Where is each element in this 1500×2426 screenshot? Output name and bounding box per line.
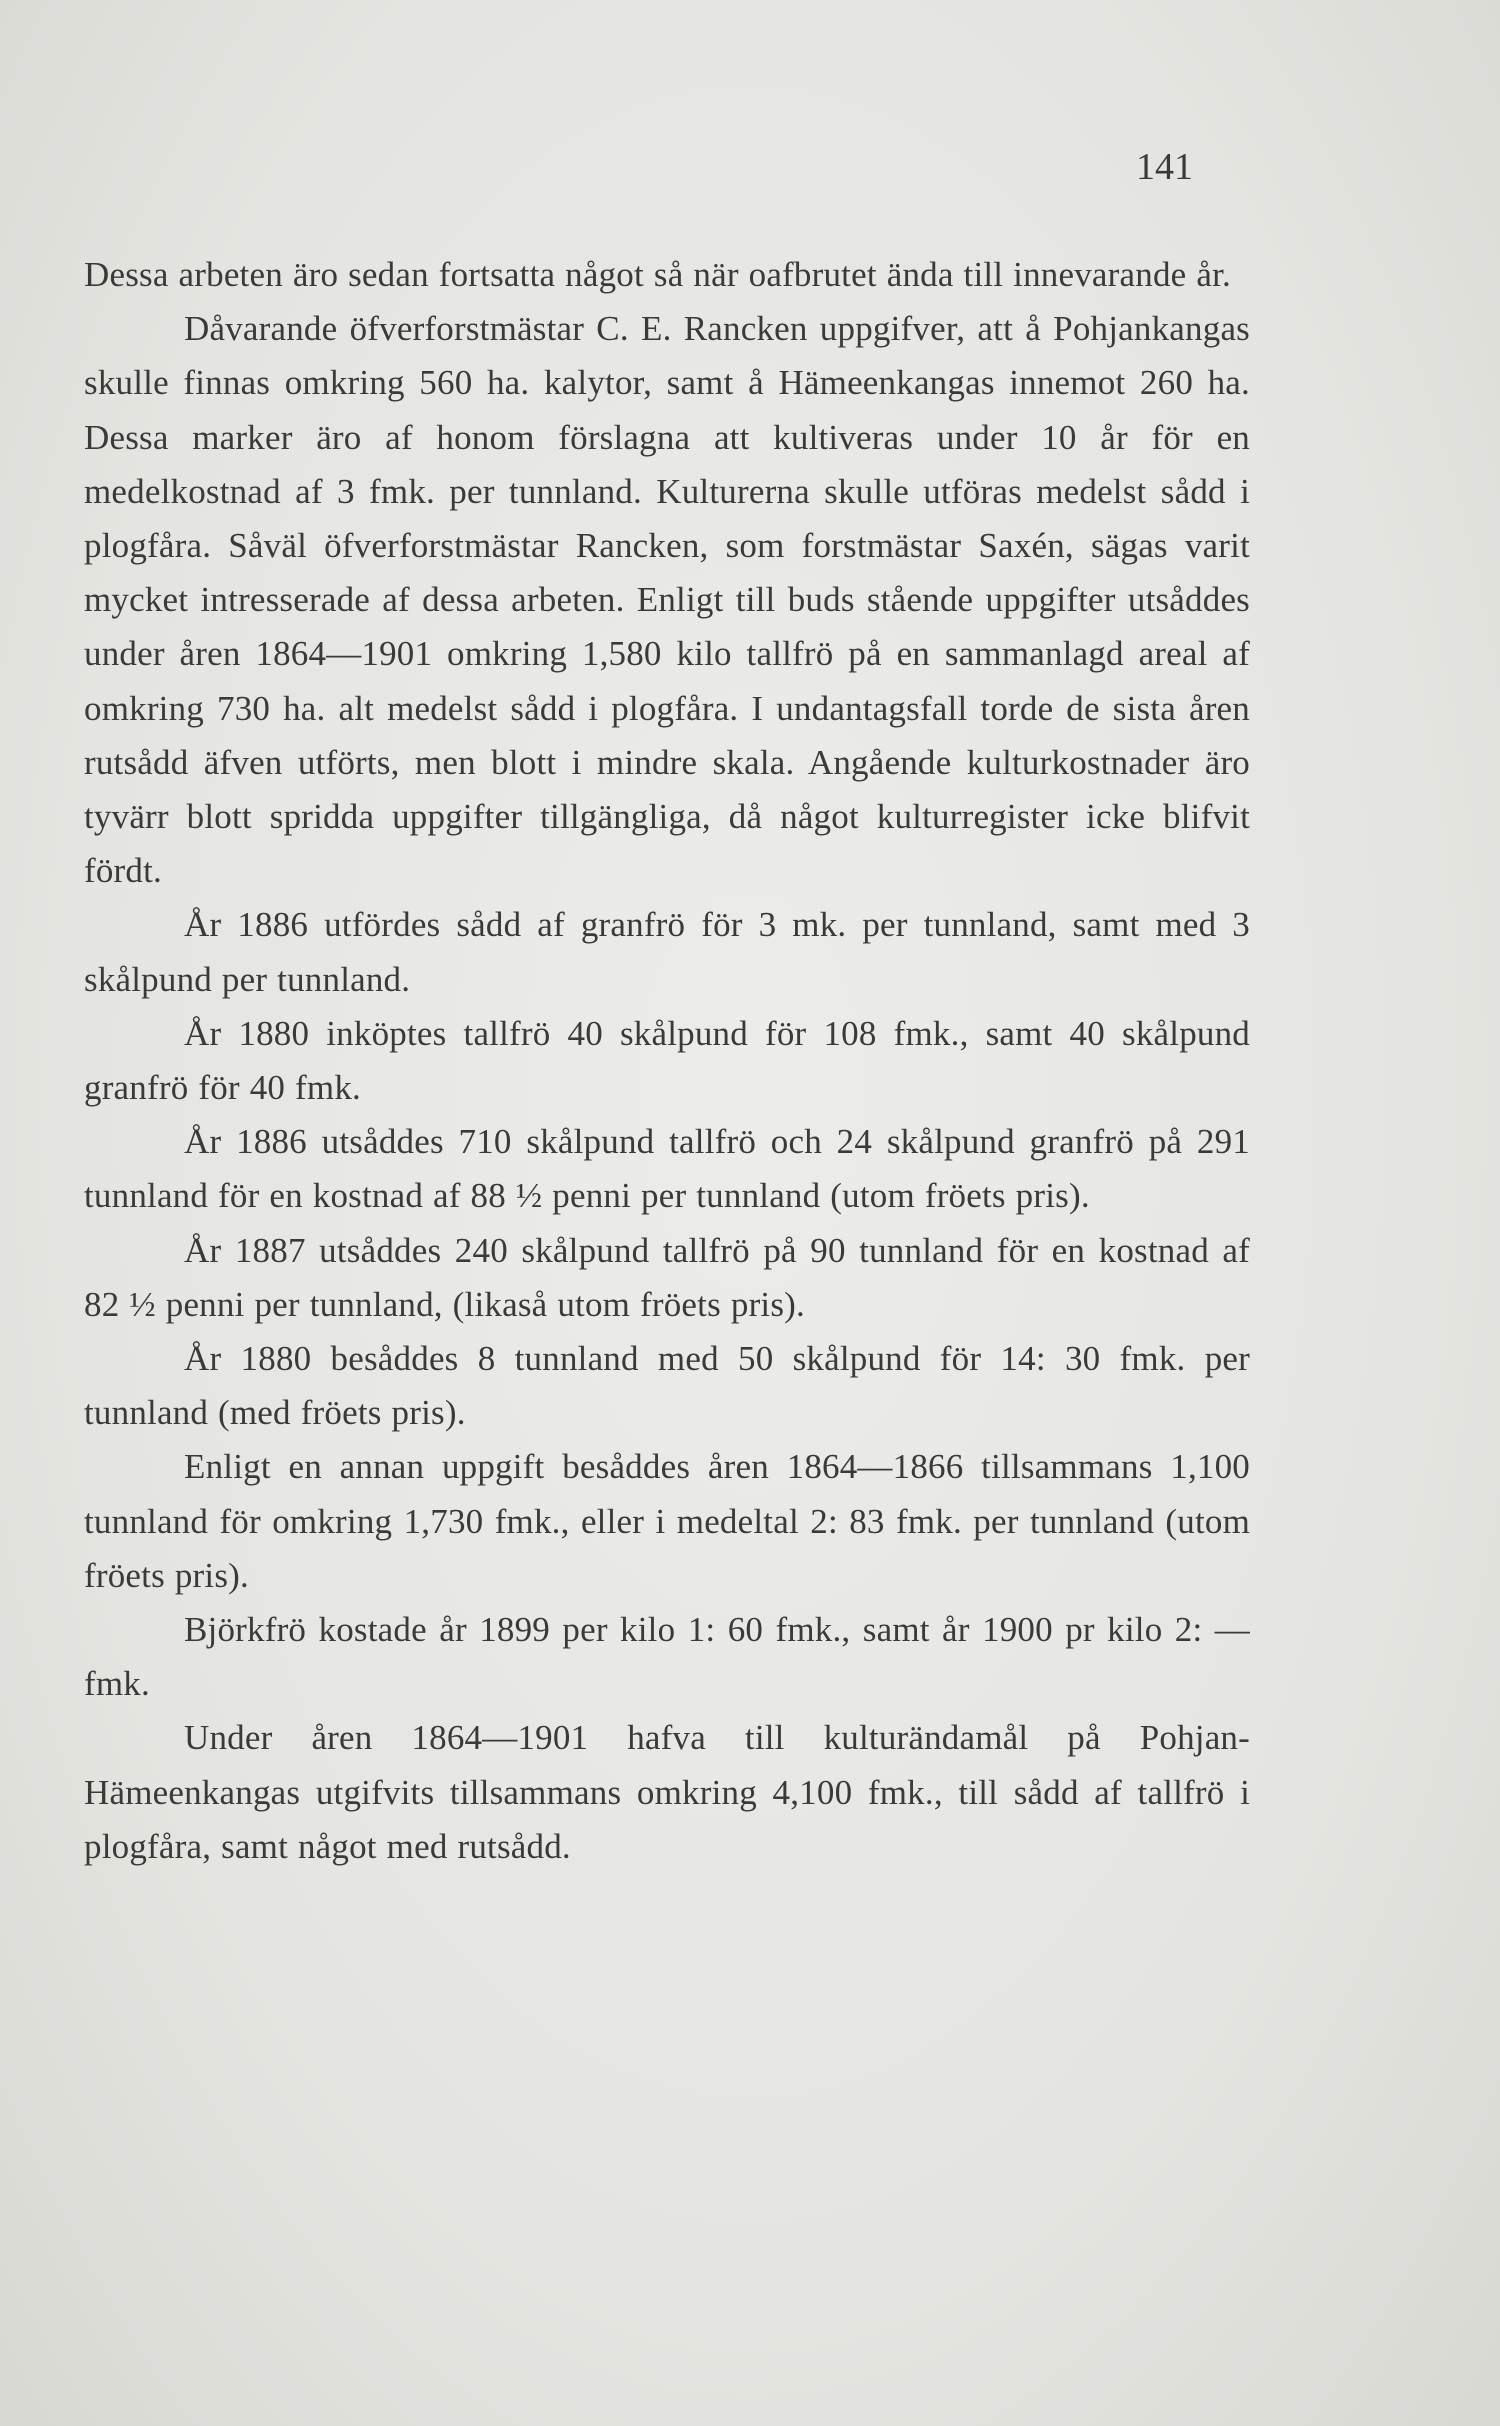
paragraph-1886-sowing: År 1886 utsåddes 710 skålpund tallfrö och 24 skålpund granfrö på 291 tunnland för en kostnad af 88 ½ penni per tunnland (utom fröets pris). [84, 1122, 1250, 1216]
paragraph-1880-sowing: År 1880 besåddes 8 tunnland med 50 skålpund för 14: 30 fmk. per tunnland (med fröets pris). [84, 1339, 1250, 1433]
paragraph-1886-granfro: År 1886 utfördes sådd af granfrö för 3 mk. per tunnland, samt med 3 skålpund per tunnland. [84, 905, 1250, 999]
paragraph-rancken-report: Dåvarande öfverforstmästar C. E. Rancken uppgifver, att å Pohjankangas skulle finnas omkring 560 ha. kalytor, samt å Hämeenkangas innemot 260 ha. Dessa marker äro af honom förslagna att kultiveras under 10 år för en medelkostnad af 3 fmk. per tunnland. Kulturerna skulle utföras medelst sådd i plogfåra. Såväl öfverforstmästar Rancken, som forstmästar Saxén, sägas varit mycket intresserade af dessa arbeten. Enligt till buds stående uppgifter utsåddes under åren 1864—1901 omkring 1,580 kilo tallfrö på en sammanlagd areal af omkring 730 ha. alt medelst sådd i plogfåra. I undantagsfall torde de sista åren rutsådd äfven utförts, men blott i mindre skala. Angående kulturkostnader äro tyvärr blott spridda uppgifter tillgängliga, då något kulturregister icke blifvit fördt. [84, 309, 1250, 891]
page-number: 141 [1136, 146, 1193, 188]
paragraph-intro: Dessa arbeten äro sedan fortsatta något så när oafbrutet ända till innevarande år. [84, 255, 1231, 294]
paragraph-bjorkfro: Björkfrö kostade år 1899 per kilo 1: 60 fmk., samt år 1900 pr kilo 2: — fmk. [84, 1610, 1250, 1704]
paragraph-1887-sowing: År 1887 utsåddes 240 skålpund tallfrö på 90 tunnland för en kostnad af 82 ½ penni per tunnland, (likaså utom fröets pris). [84, 1230, 1250, 1324]
body-text [84, 248, 1250, 1874]
paragraph-total-costs: Under åren 1864—1901 hafva till kulturändamål på Pohjan-Hämeenkangas utgifvits tillsammans omkring 4,100 fmk., till sådd af tallfrö i plogfåra, samt något med rutsådd. [84, 1718, 1250, 1866]
paragraph-1864-1866: Enligt en annan uppgift besåddes åren 1864—1866 tillsammans 1,100 tunnland för omkring 1,730 fmk., eller i medeltal 2: 83 fmk. per tunnland (utom fröets pris). [84, 1447, 1250, 1595]
paragraph-1880-purchase: År 1880 inköptes tallfrö 40 skålpund för 108 fmk., samt 40 skålpund granfrö för 40 fmk. [84, 1013, 1250, 1108]
